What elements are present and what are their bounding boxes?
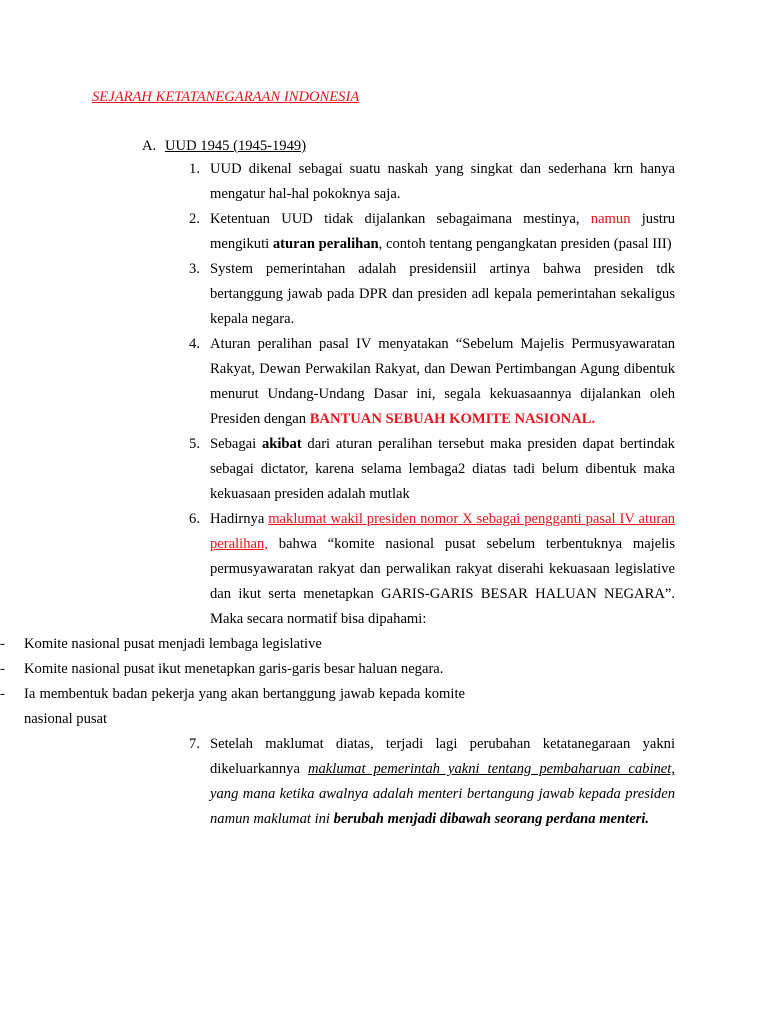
list-item-text — [210, 732, 675, 832]
sub-list-item — [0, 632, 465, 657]
highlight-namun: namun — [590, 211, 631, 227]
list-item-text — [210, 332, 675, 432]
dash-bullet: - — [0, 661, 5, 677]
bold-aturan-peralihan: aturan peralihan — [272, 236, 379, 252]
section-letter: A. — [142, 138, 157, 154]
list-item-3 — [0, 257, 768, 332]
list-number: 1. — [189, 161, 200, 177]
list-item-text — [210, 432, 675, 507]
highlight-maklumat-wakil-presiden: maklumat wakil presiden nomor X sebagai pengganti pasal IV aturan peralihan, — [210, 511, 676, 552]
list-item-6 — [0, 507, 768, 732]
section-title: UUD 1945 (1945-1949) — [165, 138, 307, 154]
list-number: 2. — [189, 211, 200, 227]
bold-akibat: akibat — [261, 436, 302, 452]
list-item-1 — [0, 157, 768, 207]
text-run: Setelah maklumat diatas, terjadi lagi perubahan ketatanegaraan yakni dikeluarkannya — [210, 736, 675, 777]
sub-list — [0, 632, 465, 732]
dash-bullet: - — [0, 636, 5, 652]
italic-text-run: yang mana ketika awalnya adalah menteri bertangung jawab kepada presiden namun maklumat ini — [210, 786, 675, 827]
underlined-maklumat-pemerintah: maklumat pemerintah yakni tentang pembaharuan cabinet, — [307, 761, 675, 777]
text-run: , contoh tentang pengangkatan presiden (pasal III) — [378, 236, 672, 252]
sub-list-item — [0, 657, 465, 682]
sub-list-item-text: Komite nasional pusat ikut menetapkan garis-garis besar haluan negara. — [24, 661, 444, 677]
text-run: . — [591, 411, 596, 427]
text-run: bahwa “komite nasional pusat sebelum terbentuknya majelis permusyawaratan rakyat dan perwalikan rakyat diserahi kekuasaan legislative dan ikut serta menetapkan GARIS-GARIS BESAR HALUAN NEGARA”. Maka secara normatif bisa dipahami: — [210, 536, 675, 627]
list-item-text: System pemerintahan adalah presidensiil artinya bahwa presiden tdk bertanggung jawab pada DPR dan presiden adl kepala pemerintahan sekaligus kepala negara. — [210, 261, 675, 327]
list-item-7 — [0, 732, 768, 832]
list-item-text — [210, 207, 675, 257]
highlight-komite-nasional: BANTUAN SEBUAH KOMITE NASIONAL — [309, 411, 592, 427]
sub-list-item — [0, 682, 465, 732]
list-item-4 — [0, 332, 768, 432]
list-number: 4. — [189, 336, 200, 352]
sub-list-item-text: Komite nasional pusat menjadi lembaga legislative — [24, 636, 322, 652]
list-item-text: UUD dikenal sebagai suatu naskah yang singkat dan sederhana krn hanya mengatur hal-hal pokoknya saja. — [210, 161, 675, 202]
text-run: justru mengikuti — [210, 211, 675, 252]
list-item-5 — [0, 432, 768, 507]
dash-bullet: - — [0, 686, 5, 702]
document-title: SEJARAH KETATANEGARAAN INDONESIA — [92, 89, 360, 105]
text-run: Ketentuan UUD tidak dijalankan sebagaimana mestinya, — [210, 211, 591, 227]
list-item-text — [210, 507, 675, 632]
list-number: 6. — [189, 511, 200, 527]
numbered-list — [0, 157, 768, 832]
sub-list-item-text: Ia membentuk badan pekerja yang akan bertanggung jawab kepada komite nasional pusat — [24, 686, 465, 727]
text-run: Sebagai — [210, 436, 262, 452]
list-item-2 — [0, 207, 768, 257]
text-run: dari aturan peralihan tersebut maka presiden dapat bertindak sebagai dictator, karena selama lembaga2 diatas tadi belum dibentuk maka kekuasaan presiden adalah mutlak — [210, 436, 675, 502]
list-number: 7. — [189, 736, 200, 752]
list-number: 3. — [189, 261, 200, 277]
text-run: Hadirnya — [210, 511, 269, 527]
text-run: Aturan peralihan pasal IV menyatakan “Sebelum Majelis Permusyawaratan Rakyat, Dewan Perwakilan Rakyat, dan Dewan Pertimbangan Agung dibentuk menurut Undang-Undang Dasar ini, segala kekuasaannya dijalankan oleh Presiden dengan — [210, 336, 675, 427]
list-number: 5. — [189, 436, 200, 452]
section-a-heading — [142, 137, 306, 155]
bold-italic-perdana-menteri: berubah menjadi dibawah seorang perdana menteri. — [333, 811, 650, 827]
